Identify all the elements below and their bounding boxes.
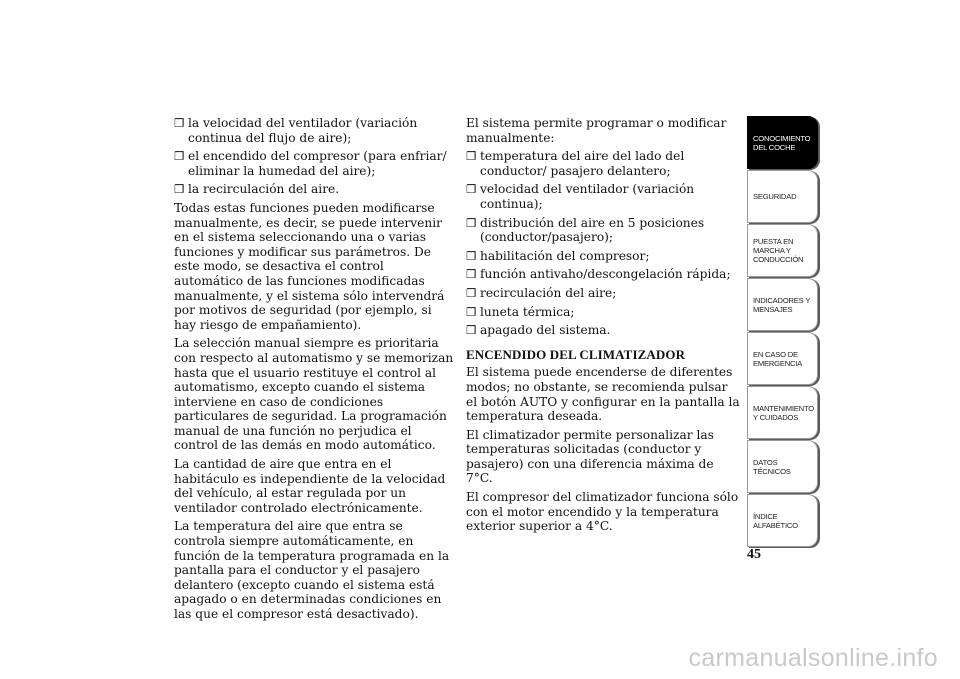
sidebar-tab-emergencia[interactable]: [747, 332, 818, 385]
paragraph: El sistema puede encenderse de diferentes modos; no obstante, se recomienda pulsar el botón AUTO y configurar en la pantalla la temperatura deseada.: [466, 365, 740, 424]
list-item: [174, 182, 456, 197]
sidebar-tab-label: PUESTA EN MARCHA Y CONDUCCIÓN: [753, 237, 804, 264]
paragraph: Todas estas funciones pueden modificarse manualmente, es decir, se puede intervenir en el sistema seleccionando una o varias funciones y modificar sus parámetros. De este modo, se desactiva el control automático de las funciones modificadas manualmente, y el sistema sólo intervendrá por motivos de seguridad (por ejemplo, si hay riesgo de empañamiento).: [174, 200, 445, 332]
intro-paragraph: El sistema permite programar o modificar manualmente:: [466, 116, 727, 145]
checkbox-bullet-icon: ❒: [466, 248, 477, 263]
list-item: [466, 267, 742, 282]
list-item-text: la recirculación del aire.: [188, 182, 340, 197]
list-item-text: función antivaho/descongelación rápida;: [480, 267, 731, 282]
list-item: [466, 286, 742, 301]
list-item: [466, 182, 742, 211]
sidebar-tab-mantenimiento[interactable]: [747, 386, 818, 439]
sidebar-tab-label: EN CASO DE EMERGENCIA: [753, 349, 803, 368]
list-item: [466, 323, 742, 338]
paragraph: El compresor del climatizador funciona sólo con el motor encendido y la temperatura exterior superior a 4°C.: [466, 490, 739, 534]
paragraph: La cantidad de aire que entra en el habitáculo es independiente de la velocidad del vehículo, al estar regulada por un ventilador controlado electrónicamente.: [174, 457, 446, 515]
paragraph: El climatizador permite personalizar las temperaturas solicitadas (conductor y pasajero) con una diferencia máxima de 7°C.: [466, 427, 714, 486]
sidebar-tab-puesta-en-marcha[interactable]: [747, 224, 818, 277]
sidebar-tab-datos-tecnicos[interactable]: [747, 440, 818, 493]
list-item: [466, 149, 742, 178]
list-item: [466, 249, 742, 264]
checkbox-bullet-icon: ❒: [466, 215, 477, 230]
sidebar-tab-label: CONOCIMIENTO DEL COCHE: [753, 133, 811, 152]
list-item: [174, 116, 456, 145]
sidebar-tab-conocimiento-del-coche[interactable]: [747, 116, 818, 169]
sidebar-tab-label: ÍNDICE ALFABÉTICO: [753, 511, 798, 530]
paragraph: La temperatura del aire que entra se controla siempre automáticamente, en función de la temperatura programada en la pantalla para el conductor y el pasajero delantero (excepto cuando el sistema está apagado o en determinadas condiciones en las que el compresor está desactivado).: [174, 519, 450, 621]
list-item-text: distribución del aire en 5 posiciones (conductor/pasajero);: [480, 215, 705, 245]
checkbox-bullet-icon: ❒: [466, 182, 477, 197]
chapter-sidebar: [747, 116, 818, 548]
list-item: [466, 305, 742, 320]
watermark: carmanualsonline.info: [688, 644, 938, 672]
left-column: [174, 116, 456, 626]
checkbox-bullet-icon: ❒: [174, 182, 185, 197]
page-number: 45: [747, 547, 761, 562]
checkbox-bullet-icon: ❒: [466, 304, 477, 319]
list-item-text: la velocidad del ventilador (variación continua del flujo de aire);: [188, 116, 418, 145]
sidebar-tab-label: SEGURIDAD: [753, 192, 797, 201]
sidebar-tab-indice-alfabetico[interactable]: [747, 494, 818, 547]
sidebar-tab-label: DATOS TÉCNICOS: [753, 457, 791, 476]
right-column: [466, 116, 742, 538]
list-item-text: velocidad del ventilador (variación continua);: [480, 182, 695, 211]
checkbox-bullet-icon: ❒: [174, 149, 185, 164]
checkbox-bullet-icon: ❒: [466, 285, 477, 300]
list-item: [174, 149, 456, 178]
checkbox-bullet-icon: ❒: [466, 323, 477, 338]
list-item: [466, 216, 742, 245]
checkbox-bullet-icon: ❒: [466, 149, 477, 164]
sidebar-tab-seguridad[interactable]: [747, 170, 818, 223]
checkbox-bullet-icon: ❒: [174, 116, 185, 130]
list-item-text: apagado del sistema.: [480, 323, 611, 338]
list-item-text: luneta térmica;: [480, 304, 575, 319]
sidebar-tab-indicadores[interactable]: [747, 278, 818, 331]
checkbox-bullet-icon: ❒: [466, 267, 477, 282]
sidebar-tab-label: MANTENIMIENTO Y CUIDADOS: [753, 403, 814, 422]
list-item-text: temperatura del aire del lado del conductor/ pasajero delantero;: [480, 149, 685, 178]
sidebar-tab-label: INDICADORES Y MENSAJES: [753, 295, 811, 314]
list-item-text: recirculación del aire;: [480, 285, 617, 300]
list-item-text: habilitación del compresor;: [480, 248, 650, 263]
section-heading: ENCENDIDO DEL CLIMATIZADOR: [466, 346, 686, 362]
paragraph: La selección manual siempre es prioritaria con respecto al automatismo y se memorizan hasta que el usuario restituye el control al automatismo, excepto cuando el sistema interviene en caso de condiciones particulares de seguridad. La programación manual de una función no perjudica el control de las demás en modo automático.: [174, 336, 454, 453]
list-item-text: el encendido del compresor (para enfriar/ eliminar la humedad del aire);: [188, 149, 447, 178]
